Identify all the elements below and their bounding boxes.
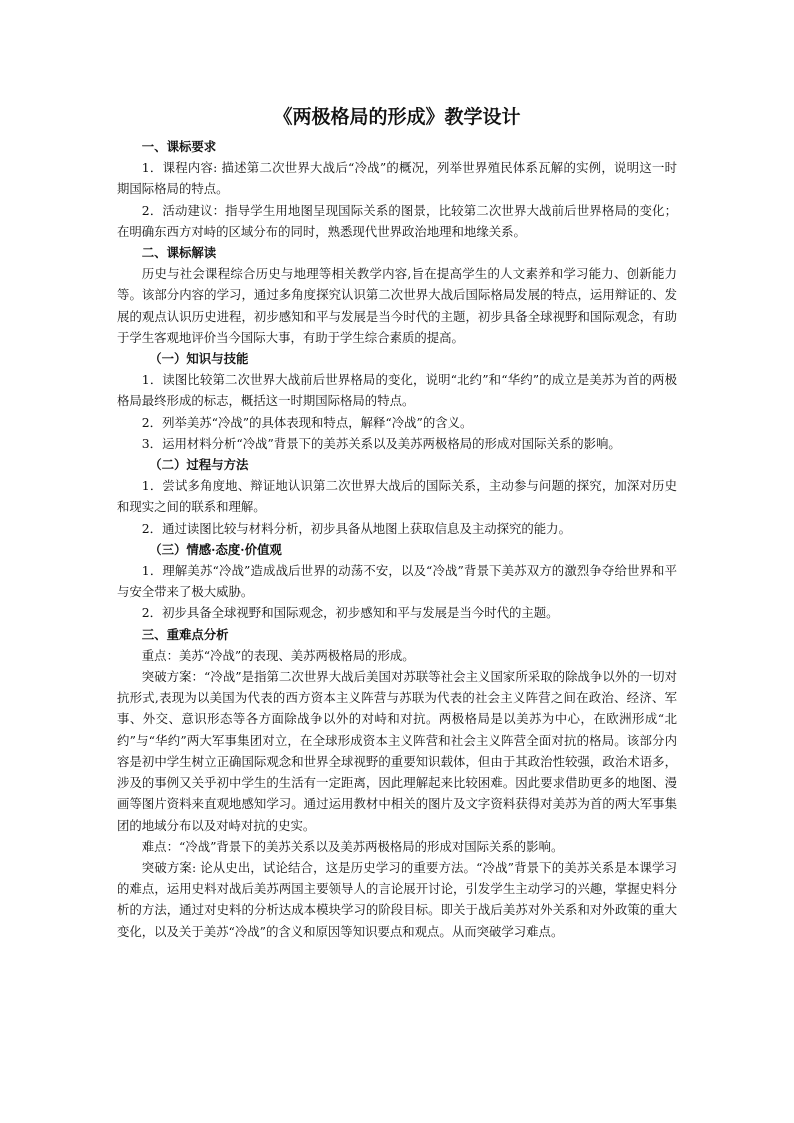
- paragraph-key-point-solution: 突破方案：“冷战”是指第二次世界大战后美国对苏联等社会主义国家所采取的除战争以外的一切对抗形式,表现为以美国为代表的西方资本主义阵营与苏联为代表的社会主义阵营之间在政治、经济、军事、外交、意识形态等各方面除战争以外的对峙和对抗。两极格局是以美苏为中心，在欧洲形成“北约”与“华约”两大军事集团对立，在全球形成资本主义阵营和社会主义阵营全面对抗的格局。该部分内容是初中学生树立正确国际观念和世界全球视野的重要知识载体，但由于其政治性较强，政治术语多，涉及的事例又关乎初中学生的生活有一定距离，因此理解起来比较困难。因此要求借助更多的地图、漫画等图片资料来直观地感知学习。通过运用教材中相关的图片及文字资料获得对美苏为首的两大军事集团的地域分布以及对峙对抗的史实。: [117, 669, 677, 833]
- paragraph-knowledge-2: 2．列举美苏“冷战”的具体表现和特点，解释“冷战”的含义。: [141, 414, 473, 430]
- subsection-heading-knowledge: （一）知识与技能: [149, 351, 249, 367]
- paragraph-values-1: 1．理解美苏“冷战”造成战后世界的动荡不安，以及“冷战”背景下美苏双方的激烈争夺给世界和平与安全带来了极大威胁。: [117, 563, 677, 600]
- subsection-heading-values: （三）情感·态度·价值观: [149, 541, 282, 557]
- subsection-heading-process: （二）过程与方法: [149, 457, 249, 473]
- paragraph-process-1: 1．尝试多角度地、辩证地认识第二次世界大战后的国际关系，主动参与问题的探究，加深对历史和现实之间的联系和理解。: [117, 478, 677, 515]
- paragraph-key-point: 重点：美苏“冷战”的表现、美苏两极格局的形成。: [141, 647, 415, 663]
- paragraph-knowledge-1: 1．读图比较第二次世界大战前后世界格局的变化，说明“北约”和“华约”的成立是美苏为首的两极格局最终形成的标志，概括这一时期国际格局的特点。: [117, 372, 677, 409]
- paragraph-values-2: 2．初步具备全球视野和国际观念，初步感知和平与发展是当今时代的主题。: [141, 605, 559, 621]
- section-heading-key-points: 三、重难点分析: [141, 626, 229, 642]
- section-heading-interpretation: 二、课标解读: [141, 245, 217, 261]
- document-body: [117, 104, 677, 942]
- document-title: 《两极格局的形成》教学设计: [273, 106, 521, 128]
- paragraph-course-content: 1．课程内容: 描述第二次世界大战后“冷战”的概况，列举世界殖民体系瓦解的实例，说明这一时期国际格局的特点。: [117, 160, 677, 197]
- paragraph-interpretation: 历史与社会课程综合历史与地理等相关教学内容,旨在提高学生的人文素养和学习能力、创新能力等。该部分内容的学习，通过多角度探究认识第二次世界大战后国际格局发展的特点，运用辩证的、发展的观点认识历史进程，初步感知和平与发展是当今时代的主题，初步具备全球视野和国际观念，有助于学生客观地评价当今国际大事，有助于学生综合素质的提高。: [117, 266, 677, 345]
- paragraph-activity-suggestion: 2．活动建议：指导学生用地图呈现国际关系的图景，比较第二次世界大战前后世界格局的变化；在明确东西方对峙的区域分布的同时，熟悉现代世界政治地理和地缘关系。: [117, 202, 677, 239]
- paragraph-difficulty: 难点：“冷战”背景下的美苏关系以及美苏两极格局的形成对国际关系的影响。: [141, 838, 564, 854]
- section-heading-standards: 一、课标要求: [141, 139, 217, 154]
- paragraph-process-2: 2．通过读图比较与材料分析，初步具备从地图上获取信息及主动探究的能力。: [141, 520, 571, 536]
- paragraph-knowledge-3: 3．运用材料分析“冷战”背景下的美苏关系以及美苏两极格局的形成对国际关系的影响。: [141, 435, 621, 451]
- paragraph-difficulty-solution: 突破方案: 论从史出，试论结合，这是历史学习的重要方法。“冷战”背景下的美苏关系是本课学习的难点，运用史料对战后美苏两国主要领导人的言论展开讨论，引发学生主动学习的兴趣，掌握史料分析的方法，通过对史料的分析达成本模块学习的阶段目标。即关于战后美苏对外关系和对外政策的重大变化，以及关于美苏“冷战”的含义和原因等知识要点和观点。从而突破学习难点。: [117, 859, 677, 939]
